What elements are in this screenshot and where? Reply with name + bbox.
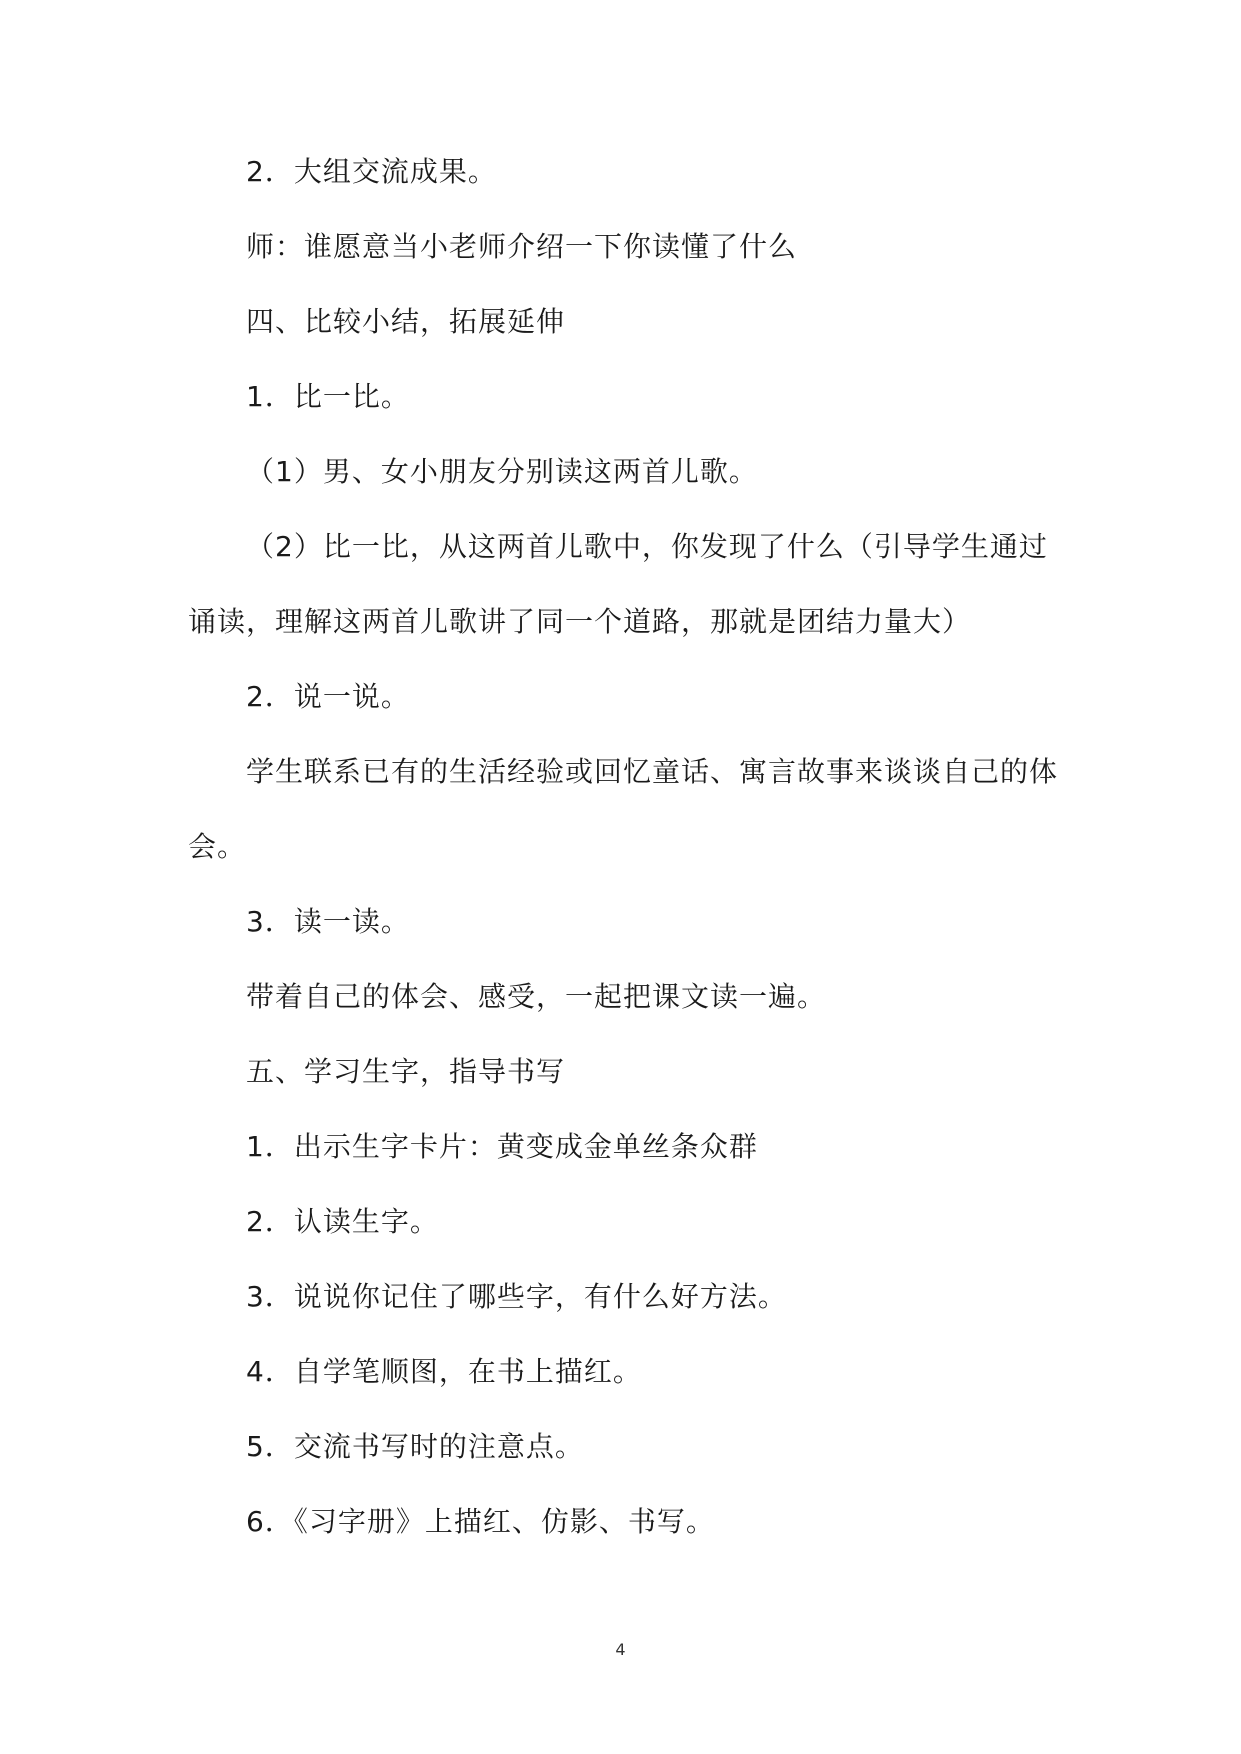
section-heading: 四、比较小结，拓展延伸 xyxy=(246,305,566,338)
text-line: 2．认读生字。 xyxy=(246,1205,439,1238)
text-line: 带着自己的体会、感受，一起把课文读一遍。 xyxy=(246,980,827,1013)
text-line: 3．说说你记住了哪些字，有什么好方法。 xyxy=(246,1280,787,1313)
text-line: （1）男、女小朋友分别读这两首儿歌。 xyxy=(246,455,758,488)
text-line: 学生联系已有的生活经验或回忆童话、寓言故事来谈谈自己的体 xyxy=(246,755,1059,788)
text-line: 3．读一读。 xyxy=(246,905,410,938)
text-line: 4．自学笔顺图，在书上描红。 xyxy=(246,1355,642,1388)
text-line: 2．说一说。 xyxy=(246,680,410,713)
text-line: 2．大组交流成果。 xyxy=(246,155,497,188)
text-line: 6．《习字册》上描红、仿影、书写。 xyxy=(246,1505,715,1538)
text-line: （2）比一比，从这两首儿歌中，你发现了什么（引导学生通过 xyxy=(246,530,1048,563)
text-line: 1．出示生字卡片：黄变成金单丝条众群 xyxy=(246,1130,758,1163)
section-heading: 五、学习生字，指导书写 xyxy=(246,1055,566,1088)
page-number: 4 xyxy=(615,1640,626,1659)
text-line: 1．比一比。 xyxy=(246,380,410,413)
text-line: 师：谁愿意当小老师介绍一下你读懂了什么 xyxy=(246,230,798,263)
text-line: 5．交流书写时的注意点。 xyxy=(246,1430,584,1463)
text-line: 会。 xyxy=(188,830,247,863)
text-line: 诵读，理解这两首儿歌讲了同一个道路，那就是团结力量大） xyxy=(188,605,972,638)
